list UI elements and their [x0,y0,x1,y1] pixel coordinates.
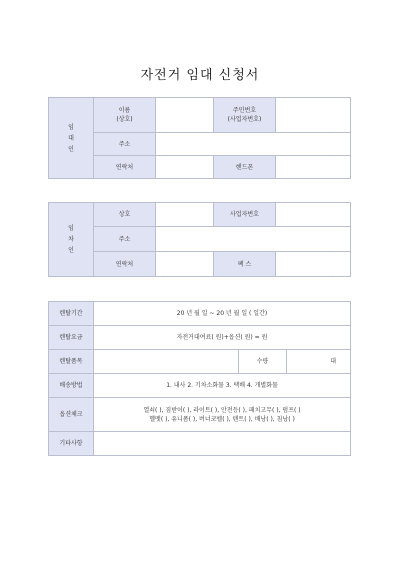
address-label: 주소 [94,133,156,156]
fax-label: 팩 스 [214,252,276,277]
option-line-2: 헬멧( ), 유니폼( ), 버너코펠( ), 텐트( ), 배낭( ), 침낭( ) [149,415,295,423]
company-field[interactable] [156,203,214,227]
lessor-table [48,97,351,179]
delivery-field[interactable]: 1. 내사 2. 기차소화물 3. 택배 4. 개별화물 [94,374,351,398]
delivery-label: 배송방법 [49,374,94,398]
name-field[interactable] [156,98,214,133]
document-title: 자전거 임대 신청서 [140,68,260,83]
lessor-side-label: 임 대 인 [49,98,94,179]
id-number-field[interactable] [276,98,351,133]
biz-number-field[interactable] [276,203,351,227]
period-label: 렌탈기간 [49,302,94,326]
lessee-contact-label: 연락처 [94,252,156,277]
lessee-table [48,202,351,277]
option-label: 옵션체크 [49,398,94,432]
contact-label: 연락처 [94,156,156,179]
name-label: 이름 (상호) [94,98,156,133]
fee-field[interactable]: 자전거대여료( 원)+옵션( 원) = 원 [94,326,351,350]
option-field[interactable] [94,398,351,432]
mobile-label: 핸드폰 [214,156,276,179]
id-number-label: 주민번호 (사업자번호) [214,98,276,133]
rental-table [48,301,351,456]
mobile-field[interactable] [276,156,351,179]
lessee-address-field[interactable] [156,227,351,252]
option-line-1: 열쇠( ), 짐받이( ), 라이트( ), 안전등( ), 패치고무( ), 펌프( ) [143,406,301,414]
qty-label: 수량 [239,350,287,374]
etc-label: 기타사항 [49,432,94,456]
lessee-contact-field[interactable] [156,252,214,277]
period-field[interactable]: 20 년 월 일 ~ 20 년 월 일 ( 일간) [94,302,351,326]
unit-label: 대 [287,350,351,374]
fax-field[interactable] [276,252,351,277]
company-label: 상호 [94,203,156,227]
fee-label: 렌탈요금 [49,326,94,350]
biz-number-label: 사업자번호 [214,203,276,227]
lessee-address-label: 주소 [94,227,156,252]
item-label: 렌탈품목 [49,350,94,374]
lessee-side-label: 임 차 인 [49,203,94,277]
address-field[interactable] [156,133,351,156]
etc-field[interactable] [94,432,351,456]
contact-field[interactable] [156,156,214,179]
item-field[interactable] [94,350,239,374]
